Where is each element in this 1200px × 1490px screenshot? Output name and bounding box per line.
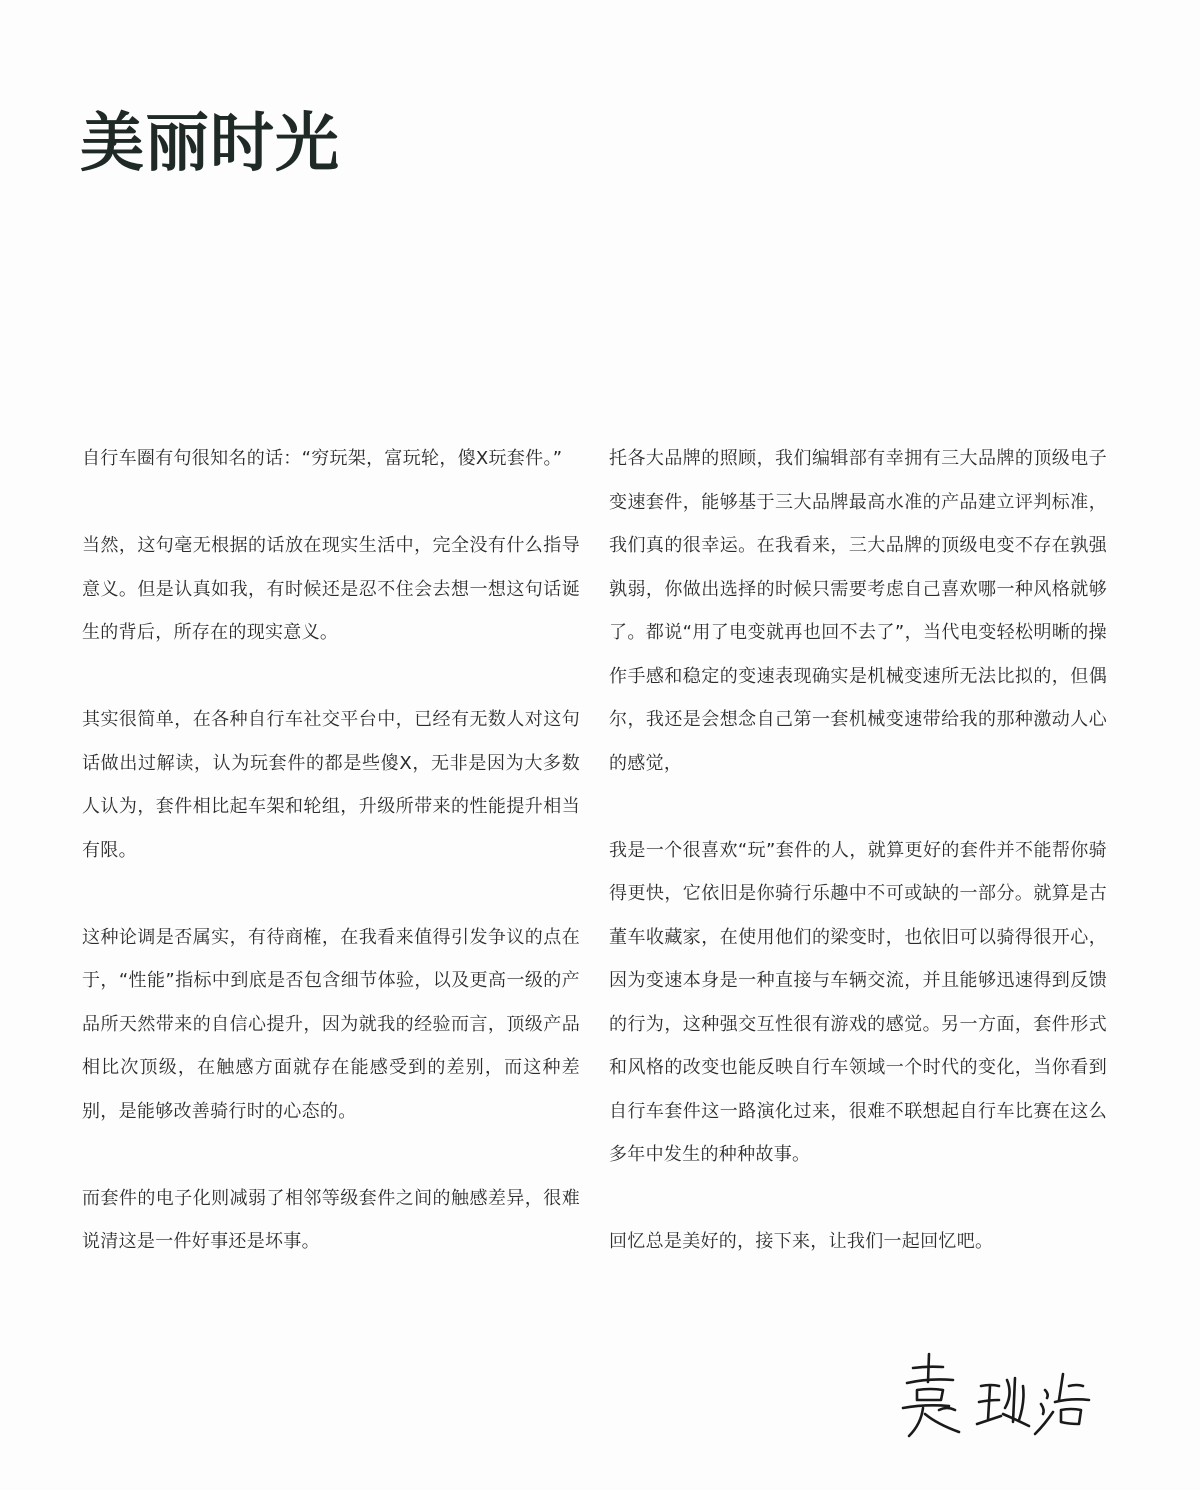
left-column bbox=[82, 437, 580, 1307]
paragraph: 其实很简单，在各种自行车社交平台中，已经有无数人对这句话做出过解读，认为玩套件的都是些傻X，无非是因为大多数人认为，套件相比起车架和轮组，升级所带来的性能提升相当有限。 bbox=[82, 709, 580, 861]
paragraph: 而套件的电子化则减弱了相邻等级套件之间的触感差异，很难说清这是一件好事还是坏事。 bbox=[82, 1187, 580, 1252]
paragraph: 回忆总是美好的，接下来，让我们一起回忆吧。 bbox=[609, 1231, 994, 1252]
paragraph: 这种论调是否属实，有待商榷，在我看来值得引发争议的点在于，“性能”指标中到底是否包含细节体验，以及更高一级的产品所天然带来的自信心提升，因为就我的经验而言，顶级产品相比次顶级，在触感方面就存在能感受到的差别，而这种差别，是能够改善骑行时的心态的。 bbox=[82, 926, 580, 1122]
paragraph: 当然，这句毫无根据的话放在现实生活中，完全没有什么指导意义。但是认真如我，有时候还是忍不住会去想一想这句话诞生的背后，所存在的现实意义。 bbox=[82, 535, 580, 643]
paragraph: 托各大品牌的照顾，我们编辑部有幸拥有三大品牌的顶级电子变速套件，能够基于三大品牌最高水准的产品建立评判标准，我们真的很幸运。在我看来，三大品牌的顶级电变不存在孰强孰弱，你做出选择的时候只需要考虑自己喜欢哪一种风格就够了。都说“用了电变就再也回不去了”，当代电变轻松明晰的操作手感和稳定的变速表现确实是机械变速所无法比拟的，但偶尔，我还是会想念自己第一套机械变速带给我的那种激动人心的感觉， bbox=[609, 448, 1107, 774]
right-column bbox=[609, 437, 1107, 1307]
author-signature bbox=[895, 1350, 1095, 1445]
paragraph: 我是一个很喜欢“玩”套件的人，就算更好的套件并不能帮你骑得更快，它依旧是你骑行乐趣中不可或缺的一部分。就算是古董车收藏家，在使用他们的梁变时，也依旧可以骑得很开心，因为变速本身是一种直接与车辆交流，并且能够迅速得到反馈的行为，这种强交互性很有游戏的感觉。另一方面，套件形式和风格的改变也能反映自行车领域一个时代的变化，当你看到自行车套件这一路演化过来，很难不联想起自行车比赛在这么多年中发生的种种故事。 bbox=[609, 839, 1107, 1165]
page-title: 美丽时光 bbox=[80, 107, 340, 181]
paragraph: 自行车圈有句很知名的话：“穷玩架，富玩轮，傻X玩套件。” bbox=[82, 448, 563, 469]
signature-strokes bbox=[903, 1354, 1089, 1436]
